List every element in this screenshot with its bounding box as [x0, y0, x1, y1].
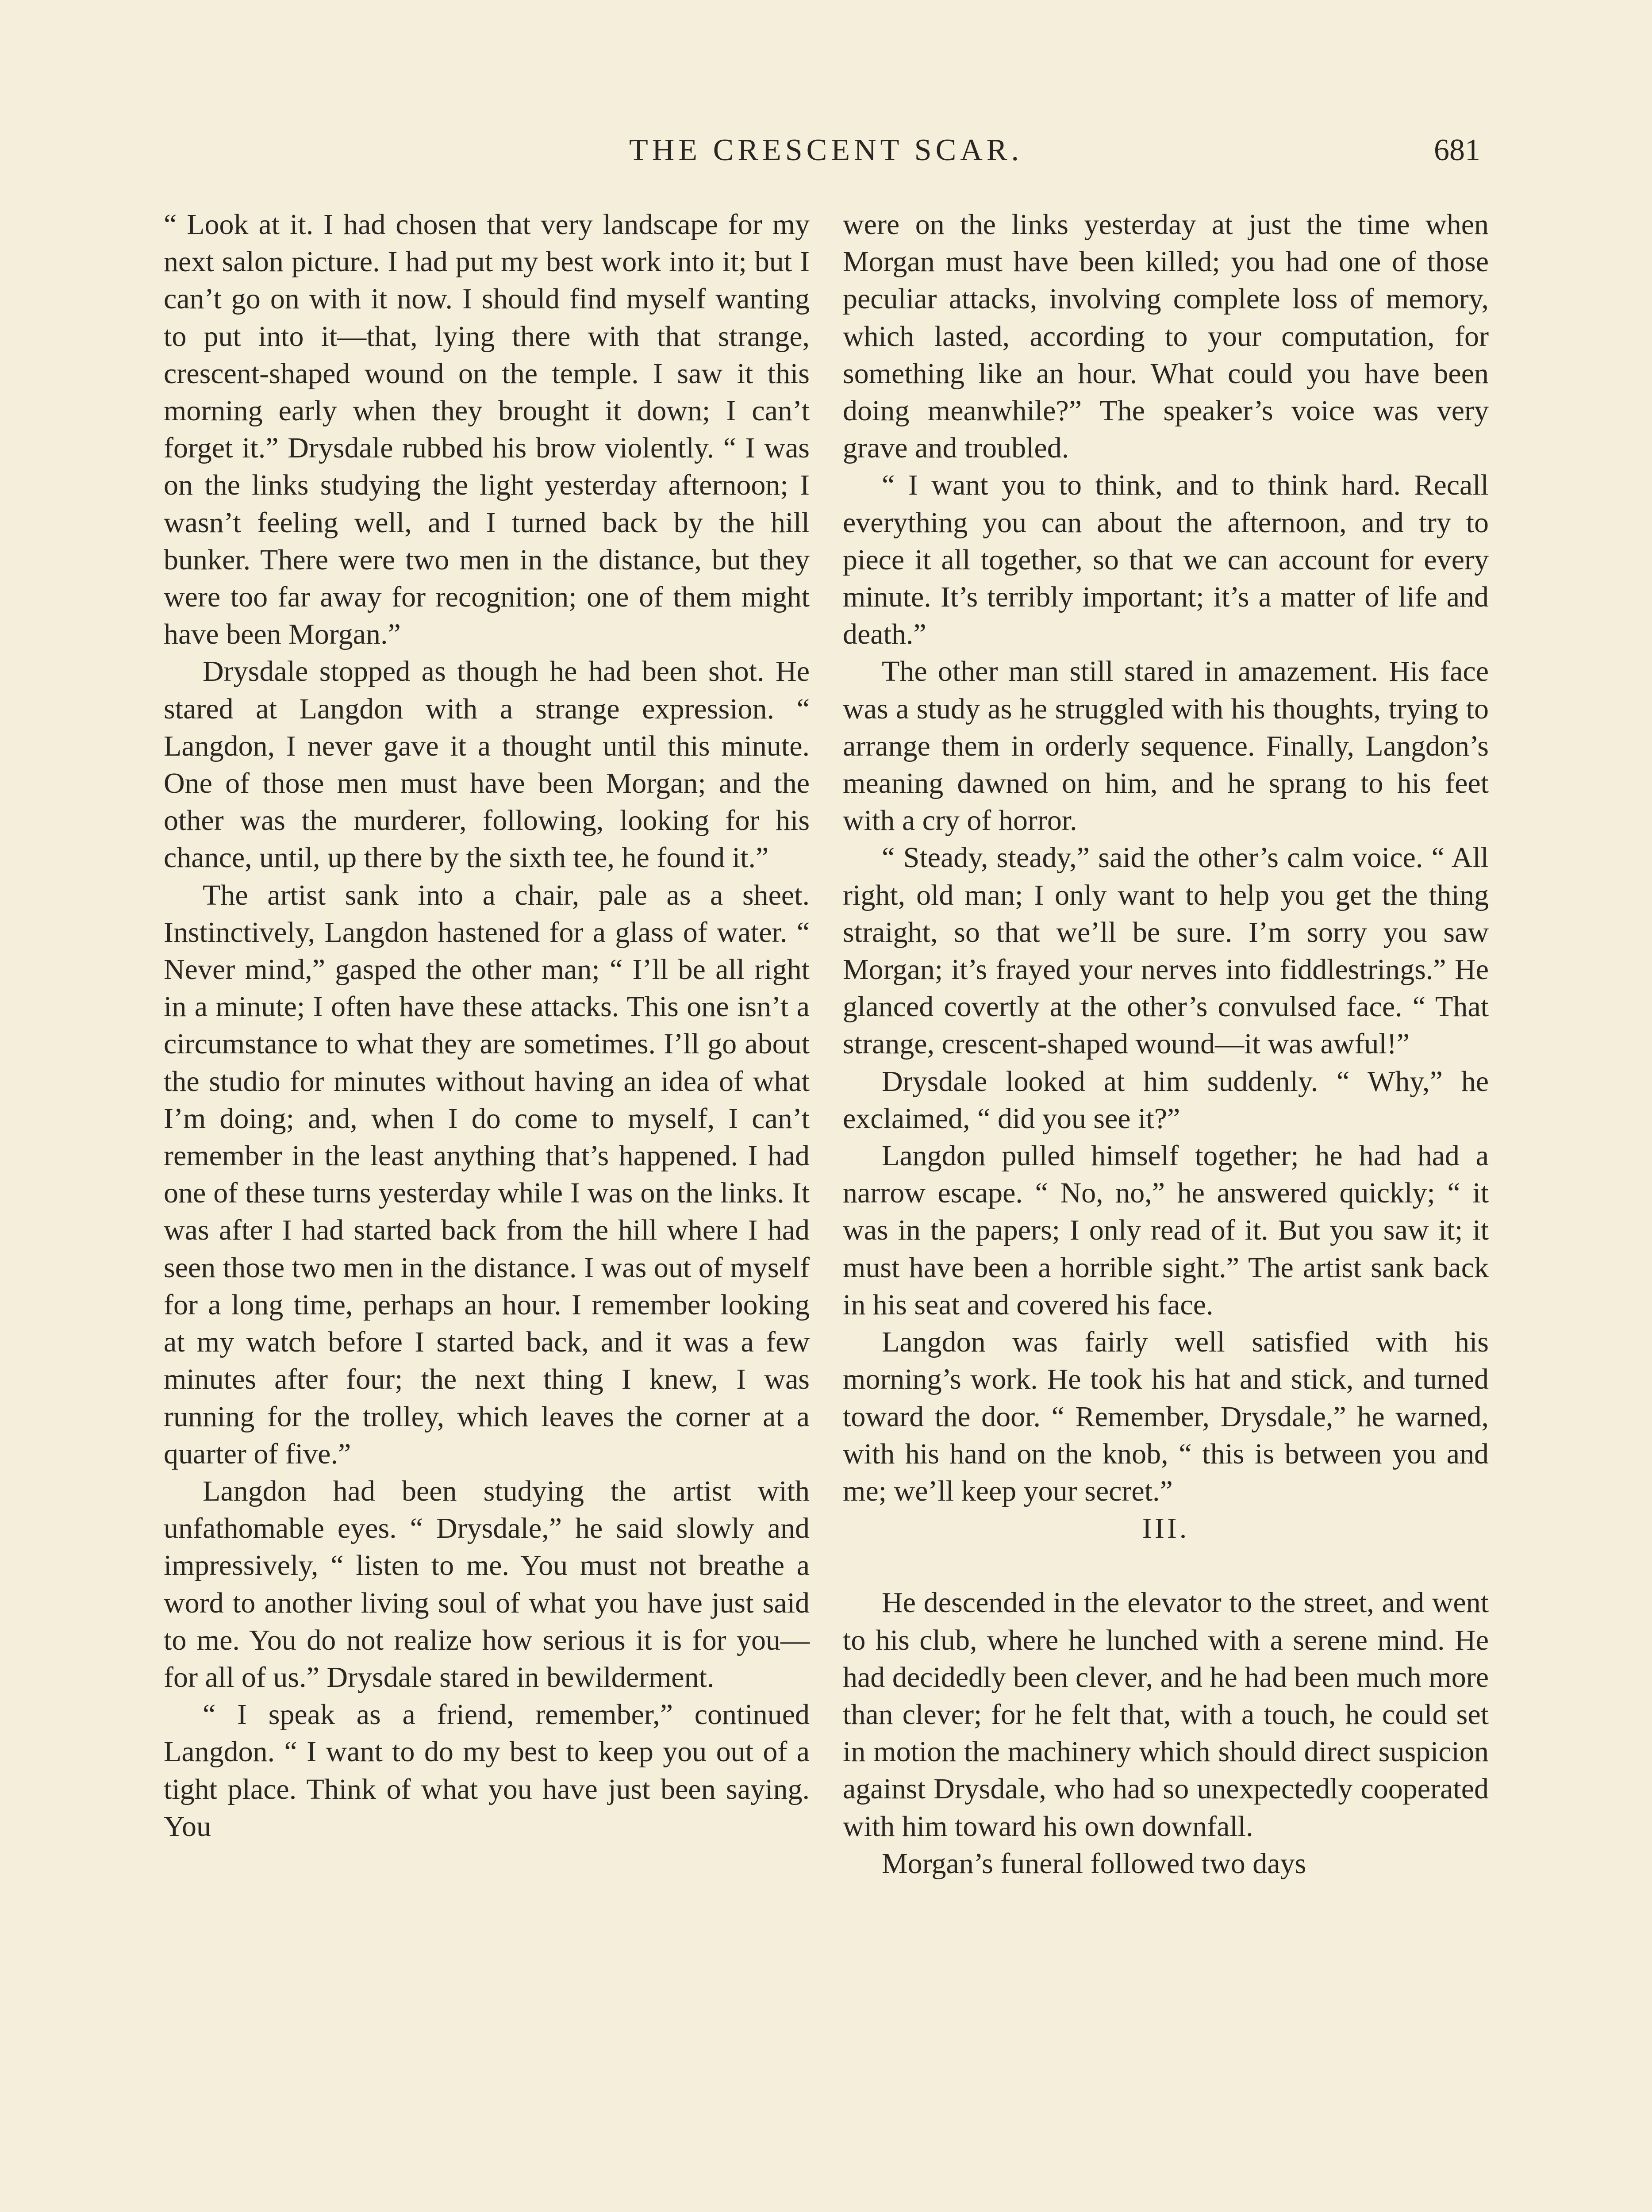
paragraph: Morgan’s funeral followed two days — [882, 1847, 1306, 1880]
paragraph: Drysdale looked at him suddenly. “ Why,” he exclaimed, “ did you see it?” — [843, 1065, 1489, 1135]
right-column — [843, 206, 1489, 1882]
paragraph: The artist sank into a chair, pale as a sheet. Instinctively, Langdon hastened for a glass of water. “ Never mind,” gasped the other man; “ I’ll be all right in a minute; I often have these attacks. This one isn’t a circumstance to what they are sometimes. I’ll go about the studio for minutes without having an idea of what I’m doing; and, when I do come to myself, I can’t remember in the least anything that’s happened. I had one of these turns yesterday while I was on the links. It was after I had started back from the hill where I had seen those two men in the distance. I was out of myself for a long time, perhaps an hour. I remember looking at my watch before I started back, and it was a few minutes after four; the next thing I knew, I was running for the trolley, which leaves the corner at a quarter of five.” — [164, 879, 810, 1470]
page-header — [0, 126, 1652, 175]
section-heading: III. — [1142, 1512, 1190, 1545]
page-number: 681 — [1434, 133, 1480, 167]
paragraph: Langdon pulled himself together; he had had a narrow escape. “ No, no,” he answered quickly; “ it was in the papers; I only read of it. But you saw it; it must have been a horrible sight.” The artist sank back in his seat and covered his face. — [843, 1140, 1489, 1321]
paragraph: “ Look at it. I had chosen that very landscape for my next salon picture. I had put my best work into it; but I can’t go on with it now. I should find myself wanting to put into it—that, lying there with that strange, crescent-shaped wound on the temple. I saw it this morning early when they brought it down; I can’t forget it.” Drysdale rubbed his brow violently. “ I was on the links studying the light yesterday afternoon; I wasn’t feeling well, and I turned back by the hill bunker. There were two men in the distance, but they were too far away for recognition; one of them might have been Morgan.” — [164, 208, 810, 651]
paragraph: were on the links yesterday at just the time when Morgan must have been killed; you had one of those peculiar attacks, involving complete loss of memory, which lasted, according to your computation, for something like an hour. What could you have been doing meanwhile?” The speaker’s voice was very grave and troubled. — [843, 208, 1489, 465]
paragraph: Langdon was fairly well satisfied with his morning’s work. He took his hat and stick, and turned toward the door. “ Remember, Drysdale,” he warned, with his hand on the knob, “ this is between you and me; we’ll keep your secret.” — [843, 1326, 1489, 1507]
left-column — [164, 206, 810, 1845]
paragraph: Drysdale stopped as though he had been shot. He stared at Langdon with a strange expression. “ Langdon, I never gave it a thought until this minute. One of those men must have been Morgan; and the other was the murderer, following, looking for his chance, until, up there by the sixth tee, he found it.” — [164, 655, 810, 874]
paragraph: “ I speak as a friend, remember,” continued Langdon. “ I want to do my best to keep you out of a tight place. Think of what you have just been saying. You — [164, 1698, 810, 1843]
paragraph: Langdon had been studying the artist with unfathomable eyes. “ Drysdale,” he said slowly and impressively, “ listen to me. You must not breathe a word to another living soul of what you have just said to me. You do not realize how serious it is for you—for all of us.” Drysdale stared in bewilderment. — [164, 1475, 810, 1694]
paragraph: “ Steady, steady,” said the other’s calm voice. “ All right, old man; I only want to help you get the thing straight, so that we’ll be sure. I’m sorry you saw Morgan; it’s frayed your nerves into fiddlestrings.” He glanced covertly at the other’s convulsed face. “ That strange, crescent-shaped wound—it was awful!” — [843, 841, 1489, 1060]
paragraph: He descended in the elevator to the street, and went to his club, where he lunched with a serene mind. He had decidedly been clever, and he had been much more than clever; for he felt that, with a touch, he could set in motion the machinery which should direct suspicion against Drysdale, who had so unexpectedly cooperated with him toward his own downfall. — [843, 1586, 1489, 1843]
paragraph: The other man still stared in amazement. His face was a study as he struggled with his thoughts, trying to arrange them in orderly sequence. Finally, Langdon’s meaning dawned on him, and he sprang to his feet with a cry of horror. — [843, 655, 1489, 837]
paragraph: “ I want you to think, and to think hard. Recall everything you can about the afternoon, and try to piece it all together, so that we can account for every minute. It’s terribly important; it’s a matter of life and death.” — [843, 469, 1489, 651]
running-title: THE CRESCENT SCAR. — [629, 133, 1023, 167]
